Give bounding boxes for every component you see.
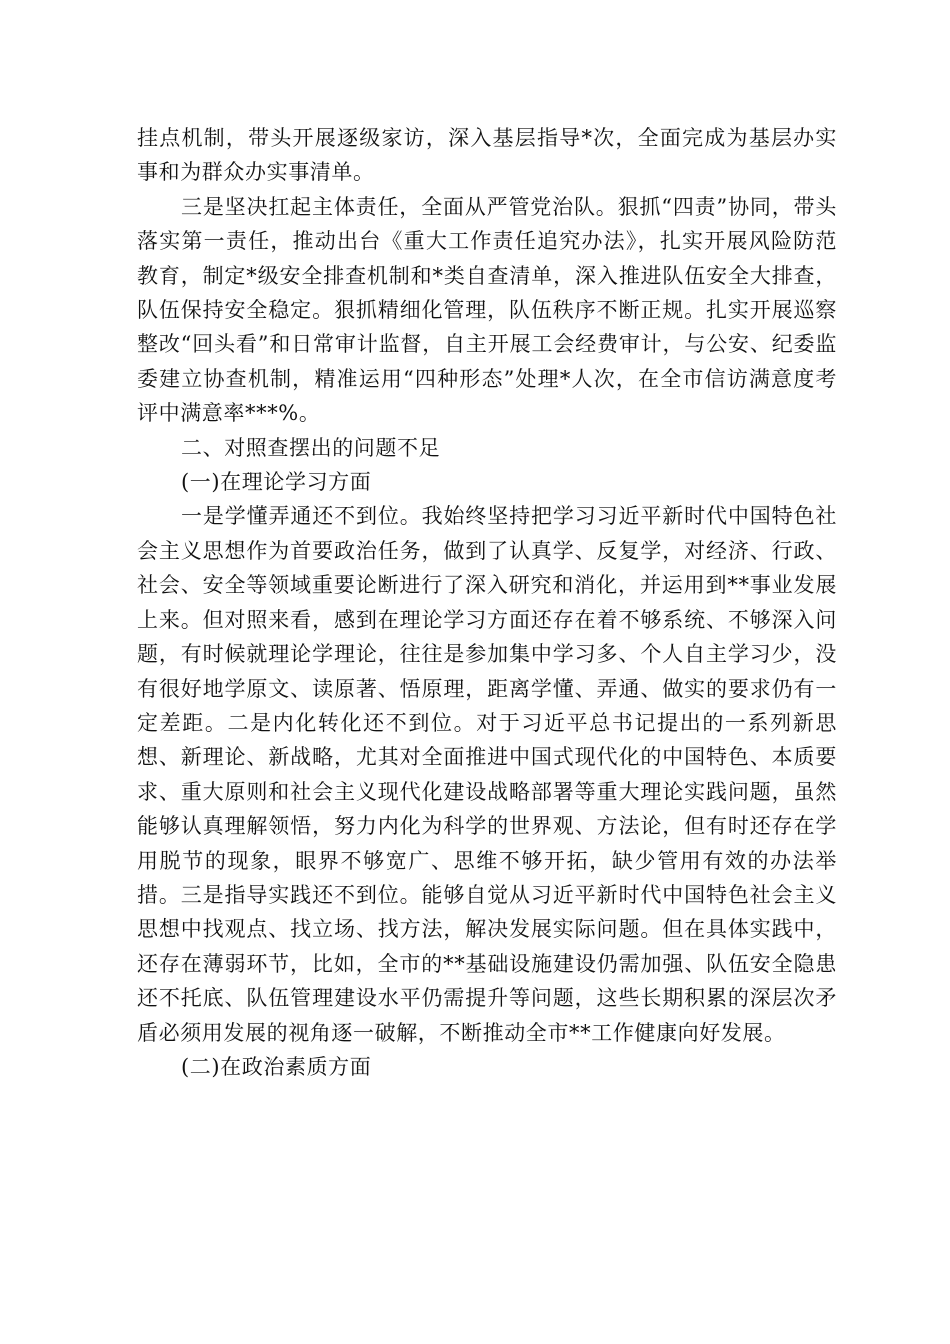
paragraph-third-point: 三是坚决扛起主体责任，全面从严管党治队。狠抓“四责”协同，带头落实第一责任，推动出台《重大工作责任追究办法》，扎实开展风险防范教育，制定*级安全排查机制和*类自查清单，深入推进队伍安全大排查，队伍保持安全稳定。狠抓精细化管理，队伍秩序不断正规。扎实开展巡察整改“回头看”和日常审计监督，自主开展工会经费审计，与公安、纪委监委建立协查机制，精准运用“四种形态”处理*人次，在全市信访满意度考评中满意率***%。 <box>137 194 837 426</box>
document-body <box>137 121 837 1084</box>
subsection-heading-political: (二)在政治素质方面 <box>181 1054 372 1079</box>
paragraph-theory-study: 一是学懂弄通还不到位。我始终坚持把学习习近平新时代中国特色社会主义思想作为首要政治任务，做到了认真学、反复学，对经济、行政、社会、安全等领域重要论断进行了深入研究和消化，并运用到**事业发展上来。但对照来看，感到在理论学习方面还存在着不够系统、不够深入问题，有时候就理论学理论，往往是参加集中学习多、个人自主学习少，没有很好地学原文、读原著、悟原理，距离学懂、弄通、做实的要求仍有一定差距。二是内化转化还不到位。对于习近平总书记提出的一系列新思想、新理论、新战略，尤其对全面推进中国式现代化的中国特色、本质要求、重大原则和社会主义现代化建设战略部署等重大理论实践问题，虽然能够认真理解领悟，努力内化为科学的世界观、方法论，但有时还存在学用脱节的现象，眼界不够宽广、思维不够开拓，缺少管用有效的办法举措。三是指导实践还不到位。能够自觉从习近平新时代中国特色社会主义思想中找观点、找立场、找方法，解决发展实际问题。但在具体实践中，还存在薄弱环节，比如，全市的**基础设施建设仍需加强、队伍安全隐患还不托底、队伍管理建设水平仍需提升等问题，这些长期积累的深层次矛盾必须用发展的视角逐一破解，不断推动全市**工作健康向好发展。 <box>137 504 837 1045</box>
subsection-heading-theory: (一)在理论学习方面 <box>181 470 372 495</box>
section-heading-problems: 二、对照查摆出的问题不足 <box>181 435 441 460</box>
paragraph-continuation: 挂点机制，带头开展逐级家访，深入基层指导*次，全面完成为基层办实事和为群众办实事清单。 <box>137 126 837 185</box>
